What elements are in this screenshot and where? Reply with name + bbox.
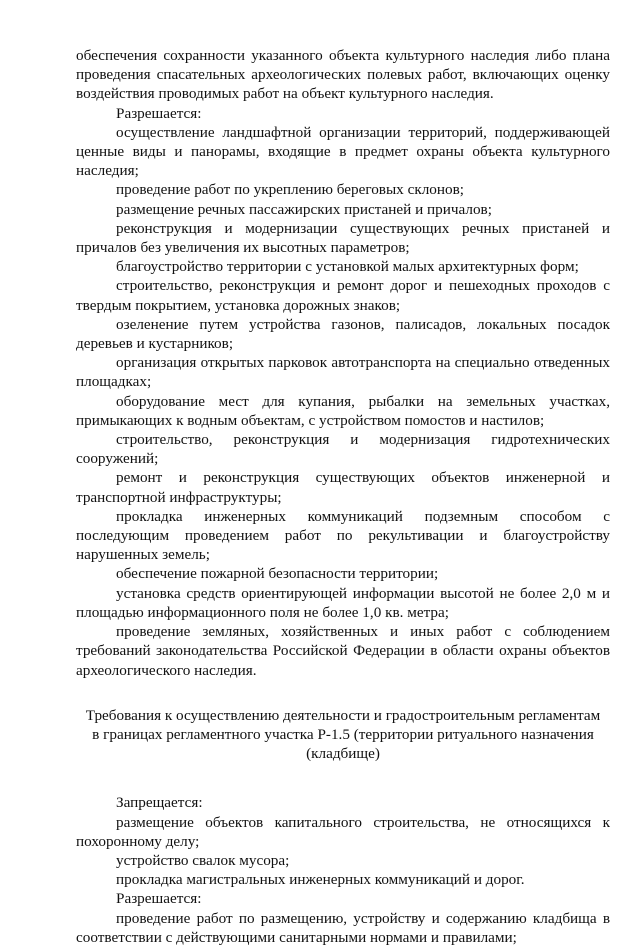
paragraph-continuation: обеспечения сохранности указанного объекта культурного наследия либо плана проведения спасательных археологических полевых работ, включающих оценку воздействия проводимых работ на объект культурного наследия. xyxy=(76,47,610,103)
allowed-heading: Разрешается: xyxy=(116,890,202,908)
list-item: обеспечение пожарной безопасности территории; xyxy=(116,565,439,583)
list-item: озеленение путем устройства газонов, палисадов, локальных посадок деревьев и кустарников; xyxy=(76,315,610,353)
heading-line: (кладбище) xyxy=(306,745,380,763)
prohibited-heading: Запрещается: xyxy=(116,794,203,812)
list-item: прокладка магистральных инженерных коммуникаций и дорог. xyxy=(116,871,525,889)
list-item: оборудование мест для купания, рыбалки на земельных участках, примыкающих к водным объектам, с устройством помостов и настилов; xyxy=(76,392,610,429)
spacer xyxy=(76,763,610,793)
list-item: установка средств ориентирующей информации высотой не более 2,0 м и площадью информационного поля не более 1,0 кв. метра; xyxy=(76,584,610,621)
list-item: проведение земляных, хозяйственных и иных работ с соблюдением требований законодательства Российской Федерации в области охраны объектов археологического наследия. xyxy=(76,623,610,679)
list-item: ремонт и реконструкция существующих объектов инженерной и транспортной инфраструктуры; xyxy=(76,469,610,506)
list-item: проведение работ по укреплению береговых склонов; xyxy=(116,181,464,199)
list-item: благоустройство территории с установкой малых архитектурных форм; xyxy=(116,258,579,276)
heading-line: в границах регламентного участка Р-1.5 (территории ритуального назначения xyxy=(92,725,594,743)
list-item: размещение объектов капитального строительства, не относящихся к похоронному делу; xyxy=(76,813,610,850)
list-item: реконструкция и модернизации существующих речных пристаней и причалов без увеличения их высотных параметров; xyxy=(76,219,610,257)
list-item: организация открытых парковок автотранспорта на специально отведенных площадках; xyxy=(76,354,610,391)
list-item: размещение речных пассажирских пристаней и причалов; xyxy=(116,200,492,218)
list-item: проведение работ по размещению, устройству и содержанию кладбища в соответствии с действующими санитарными нормами и правилами; xyxy=(76,909,610,946)
heading-line: Требования к осуществлению деятельности и градостроительным регламентам xyxy=(85,706,601,724)
list-item: строительство, реконструкция и модернизация гидротехнических сооружений; xyxy=(76,431,610,468)
section-heading xyxy=(76,706,610,764)
list-item: осуществление ландшафтной организации территорий, поддерживающей ценные виды и панорамы, входящие в предмет охраны объекта культурного наследия; xyxy=(76,123,610,180)
list-item: устройство свалок мусора; xyxy=(116,851,290,869)
allowed-heading: Разрешается: xyxy=(116,104,202,122)
list-item: строительство, реконструкция и ремонт дорог и пешеходных проходов с твердым покрытием, установка дорожных знаков; xyxy=(76,277,610,314)
list-item: прокладка инженерных коммуникаций подземным способом с последующим проведением работ по рекультивации и благоустройству нарушенных земель; xyxy=(76,507,610,564)
